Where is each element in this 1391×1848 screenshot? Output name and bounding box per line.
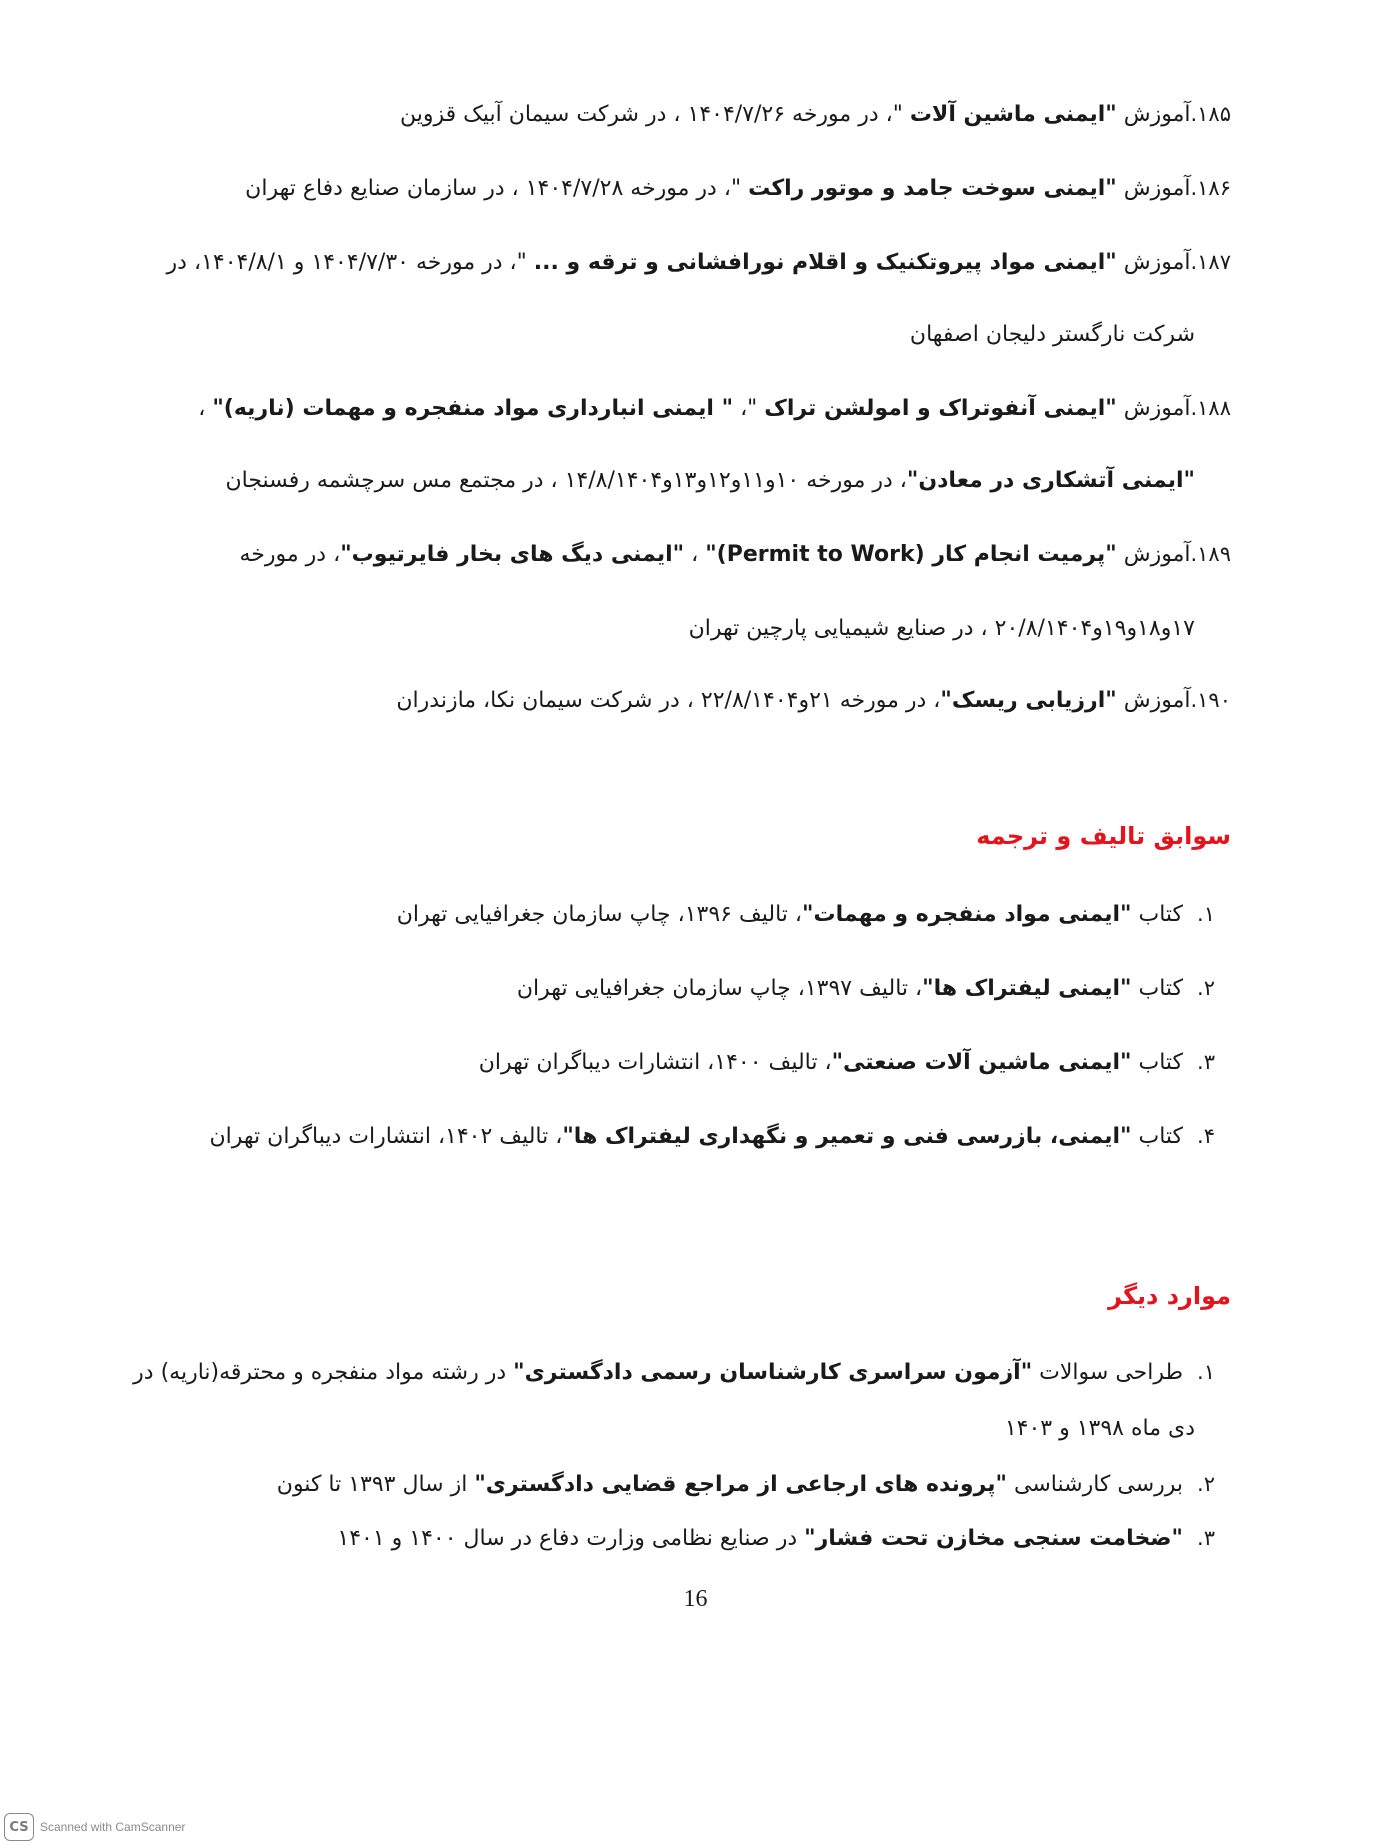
list-item: ۴. کتاب "ایمنی، بازرسی فنی و تعمیر و نگهداری لیفتراک ها"، تالیف ۱۴۰۲، انتشارات دیباگران تهران bbox=[209, 1124, 1215, 1149]
other-list bbox=[133, 0, 1231, 1600]
list-item: ۲. بررسی کارشناسی "پرونده های ارجاعی از مراجع قضایی دادگستری" از سال ۱۳۹۳ تا کنون bbox=[276, 1472, 1215, 1497]
camscanner-logo-icon: CS bbox=[4, 1813, 34, 1841]
list-item: ۱۸۵.آموزش "ایمنی ماشین آلات "، در مورخه ۱۴۰۴/۷/۲۶ ، در شرکت سیمان آبیک قزوین bbox=[400, 102, 1231, 127]
list-item: ۱. طراحی سوالات "آزمون سراسری کارشناسان رسمی دادگستری" در رشته مواد منفجره و محترقه(ناریه) در bbox=[133, 1360, 1215, 1385]
page-number: 16 bbox=[683, 1586, 708, 1612]
heading-text: سوابق تالیف و ترجمه bbox=[976, 822, 1231, 850]
list-item: ۱۸۸.آموزش "ایمنی آنفوتراک و امولشن تراک "، " ایمنی انبارداری مواد منفجره و مهمات (ناریه)" ، bbox=[198, 396, 1231, 421]
list-item: ۱۸۹.آموزش "پرمیت انجام کار (Permit to Work)" ، "ایمنی دیگ های بخار فایرتیوب"، در مورخه bbox=[239, 542, 1231, 567]
list-item-continuation: ۱۷و۱۸و۱۹و۲۰/۸/۱۴۰۴ ، در صنایع شیمیایی پارچین تهران bbox=[688, 616, 1195, 641]
list-item-continuation: دی ماه ۱۳۹۸ و ۱۴۰۳ bbox=[1004, 1416, 1195, 1441]
list-item: ۱. کتاب "ایمنی مواد منفجره و مهمات"، تالیف ۱۳۹۶، چاپ سازمان جغرافیایی تهران bbox=[396, 902, 1215, 927]
watermark-text: Scanned with CamScanner bbox=[40, 1820, 186, 1834]
list-item-continuation: شرکت نارگستر دلیجان اصفهان bbox=[909, 322, 1195, 347]
heading-text: موارد دیگر bbox=[1108, 1282, 1231, 1310]
list-item: ۳. "ضخامت سنجی مخازن تحت فشار" در صنایع نظامی وزارت دفاع در سال ۱۴۰۰ و ۱۴۰۱ bbox=[337, 1526, 1215, 1551]
list-item: ۲. کتاب "ایمنی لیفتراک ها"، تالیف ۱۳۹۷، چاپ سازمان جغرافیایی تهران bbox=[516, 976, 1215, 1001]
list-item: ۱۹۰.آموزش "ارزیابی ریسک"، در مورخه ۲۱و۲۲/۸/۱۴۰۴ ، در شرکت سیمان نکا، مازندران bbox=[396, 688, 1231, 713]
list-item: ۱۸۷.آموزش "ایمنی مواد پیروتکنیک و اقلام نورافشانی و ترقه و ... "، در مورخه ۱۴۰۴/۷/۳۰ و ۱۴۰۴/۸/۱، در bbox=[166, 250, 1231, 275]
scanner-watermark bbox=[4, 1812, 185, 1842]
list-item-continuation: "ایمنی آتشکاری در معادن"، در مورخه ۱۰و۱۱و۱۲و۱۳و۱۴/۸/۱۴۰۴ ، در مجتمع مس سرچشمه رفسنجان bbox=[225, 468, 1195, 493]
list-item: ۱۸۶.آموزش "ایمنی سوخت جامد و موتور راکت "، در مورخه ۱۴۰۴/۷/۲۸ ، در سازمان صنایع دفاع تهران bbox=[245, 176, 1231, 201]
list-item: ۳. کتاب "ایمنی ماشین آلات صنعتی"، تالیف ۱۴۰۰، انتشارات دیباگران تهران bbox=[478, 1050, 1215, 1075]
